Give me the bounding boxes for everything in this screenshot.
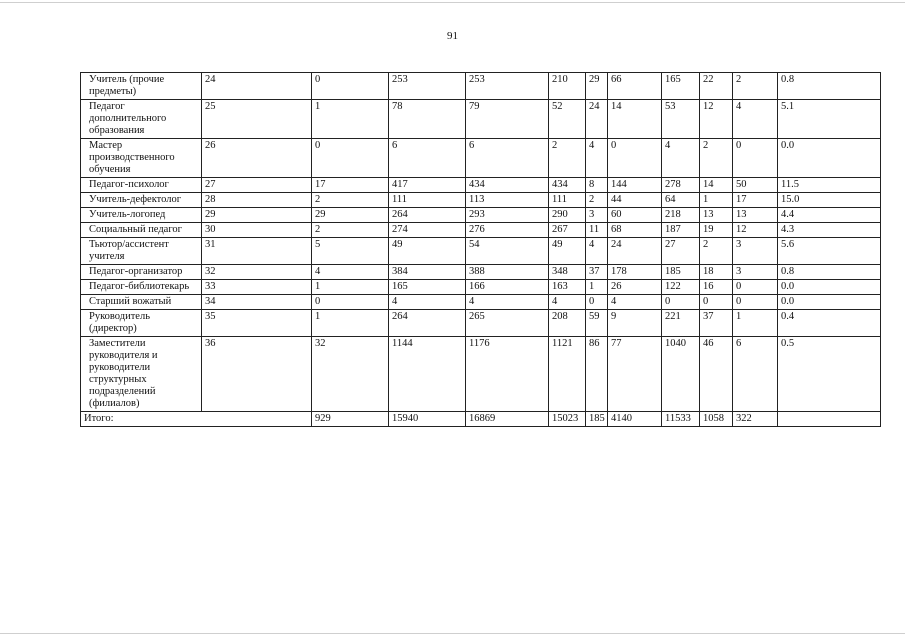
- value-cell: 13: [700, 208, 733, 223]
- value-cell: 2: [549, 139, 586, 178]
- value-cell: 0: [733, 280, 778, 295]
- staff-table: [80, 72, 881, 427]
- value-cell: 4: [586, 139, 608, 178]
- value-cell: 33: [202, 280, 312, 295]
- value-cell: 2: [700, 139, 733, 178]
- value-cell: 8: [586, 178, 608, 193]
- value-cell: 1121: [549, 337, 586, 412]
- value-cell: 185: [662, 265, 700, 280]
- position-name-cell: Учитель-дефектолог: [81, 193, 202, 208]
- value-cell: 1: [586, 280, 608, 295]
- table-row: [81, 310, 881, 337]
- value-cell: 25: [202, 100, 312, 139]
- value-cell: 278: [662, 178, 700, 193]
- value-cell: 4: [312, 265, 389, 280]
- position-name-cell: Заместители руководителя и руководители структурных подразделений (филиалов): [81, 337, 202, 412]
- value-cell: 19: [700, 223, 733, 238]
- total-cell: 4140: [608, 412, 662, 427]
- position-name-cell: Педагог-библиотекарь: [81, 280, 202, 295]
- value-cell: 17: [733, 193, 778, 208]
- position-name-cell: Педагог-психолог: [81, 178, 202, 193]
- value-cell: 12: [700, 100, 733, 139]
- position-name-cell: Мастер производственного обучения: [81, 139, 202, 178]
- value-cell: 59: [586, 310, 608, 337]
- value-cell: 384: [389, 265, 466, 280]
- value-cell: 293: [466, 208, 549, 223]
- value-cell: 49: [389, 238, 466, 265]
- value-cell: 79: [466, 100, 549, 139]
- value-cell: 0: [312, 295, 389, 310]
- value-cell: 221: [662, 310, 700, 337]
- value-cell: 37: [586, 265, 608, 280]
- position-name-cell: Тьютор/ассистент учителя: [81, 238, 202, 265]
- table-row: [81, 100, 881, 139]
- value-cell: 0.4: [778, 310, 881, 337]
- value-cell: 14: [608, 100, 662, 139]
- total-cell: 322: [733, 412, 778, 427]
- value-cell: 265: [466, 310, 549, 337]
- value-cell: 16: [700, 280, 733, 295]
- value-cell: 1: [312, 100, 389, 139]
- value-cell: 78: [389, 100, 466, 139]
- total-cell: 929: [312, 412, 389, 427]
- table-row: [81, 73, 881, 100]
- value-cell: 17: [312, 178, 389, 193]
- value-cell: 37: [700, 310, 733, 337]
- value-cell: 208: [549, 310, 586, 337]
- value-cell: 86: [586, 337, 608, 412]
- page-number: 91: [447, 30, 458, 42]
- value-cell: 2: [312, 193, 389, 208]
- value-cell: 122: [662, 280, 700, 295]
- value-cell: 274: [389, 223, 466, 238]
- value-cell: 0: [733, 139, 778, 178]
- value-cell: 290: [549, 208, 586, 223]
- value-cell: 2: [586, 193, 608, 208]
- value-cell: 434: [466, 178, 549, 193]
- value-cell: 15.0: [778, 193, 881, 208]
- value-cell: 1144: [389, 337, 466, 412]
- value-cell: 29: [312, 208, 389, 223]
- value-cell: 28: [202, 193, 312, 208]
- value-cell: 187: [662, 223, 700, 238]
- table-row: [81, 238, 881, 265]
- value-cell: 29: [202, 208, 312, 223]
- value-cell: 1176: [466, 337, 549, 412]
- value-cell: 27: [662, 238, 700, 265]
- value-cell: 13: [733, 208, 778, 223]
- value-cell: 34: [202, 295, 312, 310]
- value-cell: 434: [549, 178, 586, 193]
- value-cell: 36: [202, 337, 312, 412]
- value-cell: 0.0: [778, 139, 881, 178]
- total-cell: 1058: [700, 412, 733, 427]
- value-cell: 163: [549, 280, 586, 295]
- value-cell: 253: [389, 73, 466, 100]
- value-cell: 14: [700, 178, 733, 193]
- value-cell: 54: [466, 238, 549, 265]
- value-cell: 0: [312, 73, 389, 100]
- position-name-cell: Руководитель (директор): [81, 310, 202, 337]
- value-cell: 24: [202, 73, 312, 100]
- value-cell: 165: [662, 73, 700, 100]
- value-cell: 31: [202, 238, 312, 265]
- position-name-cell: Социальный педагог: [81, 223, 202, 238]
- value-cell: 60: [608, 208, 662, 223]
- table-row: [81, 208, 881, 223]
- value-cell: 264: [389, 208, 466, 223]
- table-row: [81, 139, 881, 178]
- scan-edge-bottom: [0, 633, 905, 634]
- value-cell: 0: [586, 295, 608, 310]
- value-cell: 32: [312, 337, 389, 412]
- value-cell: 166: [466, 280, 549, 295]
- value-cell: 218: [662, 208, 700, 223]
- value-cell: 2: [312, 223, 389, 238]
- value-cell: 2: [700, 238, 733, 265]
- value-cell: 264: [389, 310, 466, 337]
- value-cell: 1: [733, 310, 778, 337]
- position-name-cell: Учитель-логопед: [81, 208, 202, 223]
- total-cell: [778, 412, 881, 427]
- value-cell: 49: [549, 238, 586, 265]
- value-cell: 5: [312, 238, 389, 265]
- value-cell: 0: [608, 139, 662, 178]
- value-cell: 165: [389, 280, 466, 295]
- value-cell: 30: [202, 223, 312, 238]
- value-cell: 417: [389, 178, 466, 193]
- value-cell: 4: [389, 295, 466, 310]
- value-cell: 111: [549, 193, 586, 208]
- value-cell: 144: [608, 178, 662, 193]
- value-cell: 0: [733, 295, 778, 310]
- value-cell: 113: [466, 193, 549, 208]
- value-cell: 267: [549, 223, 586, 238]
- value-cell: 0.0: [778, 295, 881, 310]
- value-cell: 4: [662, 139, 700, 178]
- value-cell: 18: [700, 265, 733, 280]
- value-cell: 35: [202, 310, 312, 337]
- value-cell: 0.5: [778, 337, 881, 412]
- value-cell: 6: [466, 139, 549, 178]
- value-cell: 24: [608, 238, 662, 265]
- value-cell: 0: [662, 295, 700, 310]
- table-row: [81, 295, 881, 310]
- value-cell: 64: [662, 193, 700, 208]
- total-cell: 11533: [662, 412, 700, 427]
- table-row: [81, 265, 881, 280]
- total-cell: 15023: [549, 412, 586, 427]
- value-cell: 0: [312, 139, 389, 178]
- value-cell: 11.5: [778, 178, 881, 193]
- value-cell: 50: [733, 178, 778, 193]
- total-cell: 16869: [466, 412, 549, 427]
- value-cell: 178: [608, 265, 662, 280]
- table-row: [81, 280, 881, 295]
- table-row: [81, 178, 881, 193]
- position-name-cell: Учитель (прочие предметы): [81, 73, 202, 100]
- value-cell: 5.1: [778, 100, 881, 139]
- table-row: [81, 223, 881, 238]
- value-cell: 4: [586, 238, 608, 265]
- value-cell: 0.0: [778, 280, 881, 295]
- value-cell: 53: [662, 100, 700, 139]
- value-cell: 9: [608, 310, 662, 337]
- position-name-cell: Педагог дополнительного образования: [81, 100, 202, 139]
- value-cell: 4.4: [778, 208, 881, 223]
- total-row: [81, 412, 881, 427]
- total-cell: 185: [586, 412, 608, 427]
- position-name-cell: Старший вожатый: [81, 295, 202, 310]
- value-cell: 11: [586, 223, 608, 238]
- value-cell: 4: [733, 100, 778, 139]
- position-name-cell: Педагог-организатор: [81, 265, 202, 280]
- value-cell: 27: [202, 178, 312, 193]
- scan-edge-top: [0, 2, 905, 3]
- value-cell: 0.8: [778, 265, 881, 280]
- table-row: [81, 337, 881, 412]
- value-cell: 4: [608, 295, 662, 310]
- table-row: [81, 193, 881, 208]
- value-cell: 77: [608, 337, 662, 412]
- value-cell: 210: [549, 73, 586, 100]
- value-cell: 1: [312, 280, 389, 295]
- value-cell: 1: [700, 193, 733, 208]
- table-body: [81, 73, 881, 412]
- value-cell: 3: [733, 238, 778, 265]
- value-cell: 3: [586, 208, 608, 223]
- value-cell: 6: [389, 139, 466, 178]
- value-cell: 2: [733, 73, 778, 100]
- value-cell: 0.8: [778, 73, 881, 100]
- value-cell: 5.6: [778, 238, 881, 265]
- value-cell: 44: [608, 193, 662, 208]
- value-cell: 24: [586, 100, 608, 139]
- value-cell: 46: [700, 337, 733, 412]
- value-cell: 26: [202, 139, 312, 178]
- value-cell: 348: [549, 265, 586, 280]
- value-cell: 1040: [662, 337, 700, 412]
- value-cell: 1: [312, 310, 389, 337]
- value-cell: 253: [466, 73, 549, 100]
- value-cell: 52: [549, 100, 586, 139]
- total-label: Итого:: [81, 412, 312, 427]
- value-cell: 4: [549, 295, 586, 310]
- value-cell: 12: [733, 223, 778, 238]
- value-cell: 388: [466, 265, 549, 280]
- value-cell: 29: [586, 73, 608, 100]
- value-cell: 4.3: [778, 223, 881, 238]
- total-cell: 15940: [389, 412, 466, 427]
- value-cell: 6: [733, 337, 778, 412]
- value-cell: 32: [202, 265, 312, 280]
- value-cell: 111: [389, 193, 466, 208]
- value-cell: 3: [733, 265, 778, 280]
- value-cell: 68: [608, 223, 662, 238]
- value-cell: 66: [608, 73, 662, 100]
- value-cell: 22: [700, 73, 733, 100]
- value-cell: 26: [608, 280, 662, 295]
- value-cell: 276: [466, 223, 549, 238]
- value-cell: 0: [700, 295, 733, 310]
- value-cell: 4: [466, 295, 549, 310]
